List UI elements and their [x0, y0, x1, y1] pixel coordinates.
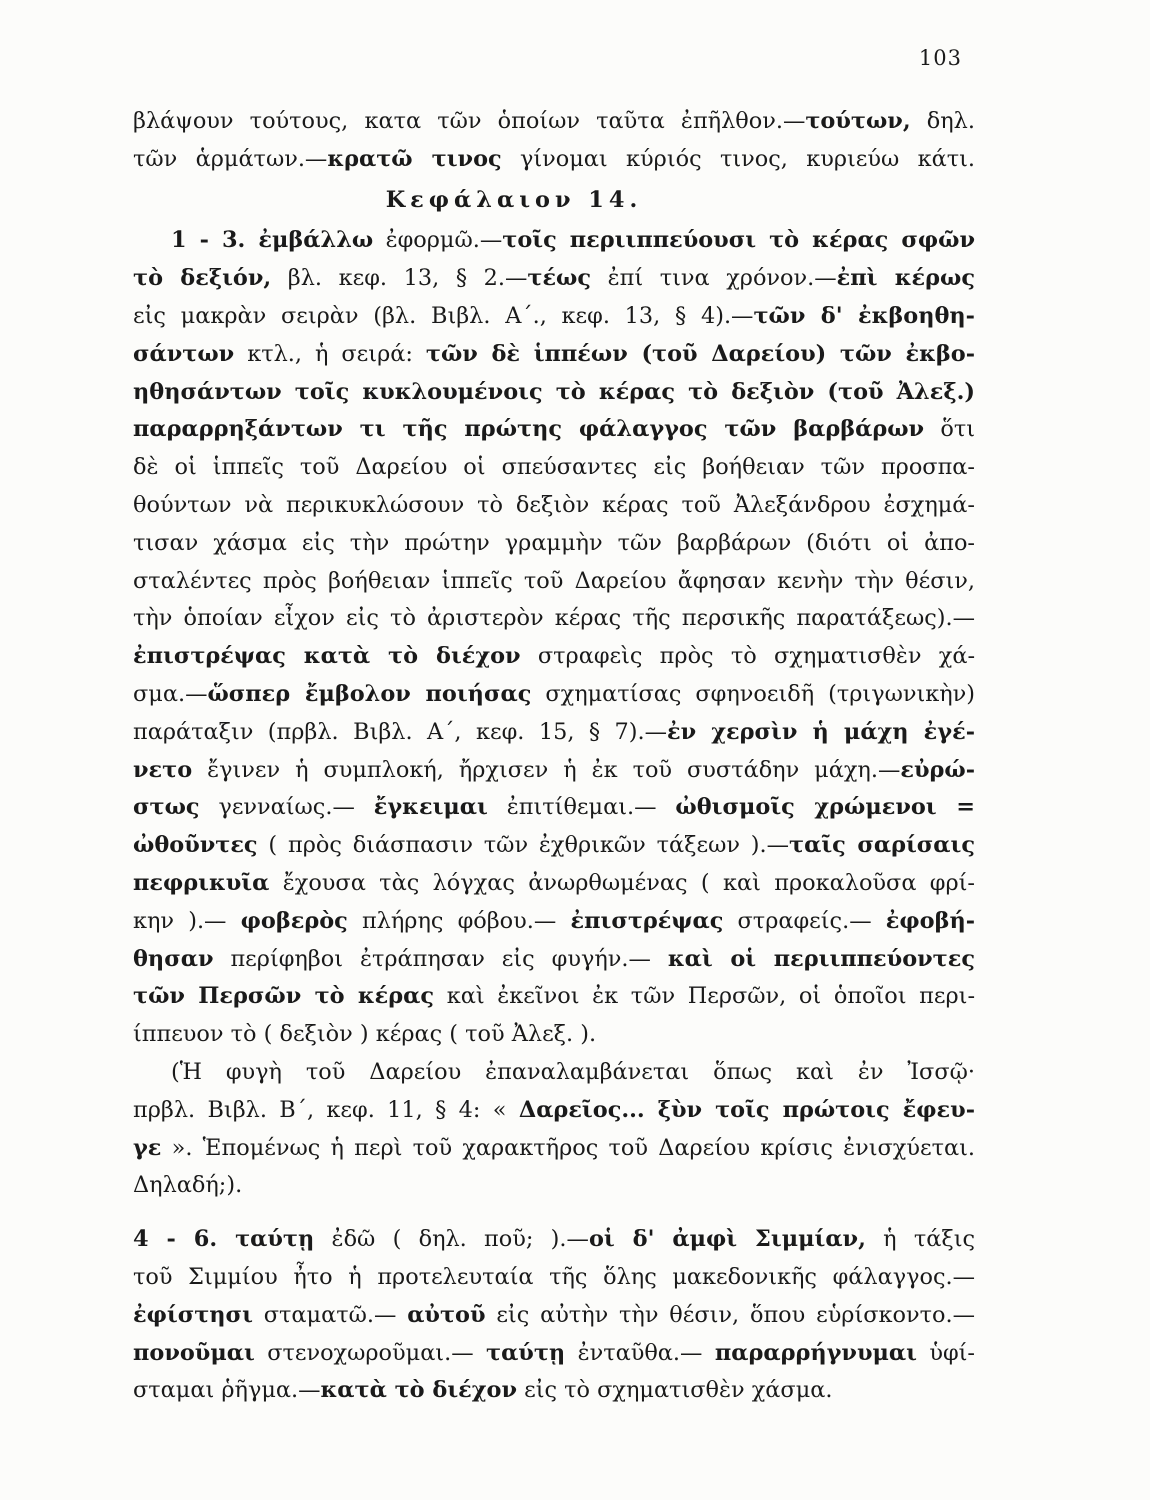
bold-term: καὶ οἱ περιιππεύοντες [667, 945, 975, 972]
chapter-heading: Κεφάλαιον 14. [385, 186, 643, 213]
bold-term: νετο [133, 756, 193, 783]
bold-term: ἔγκειμαι [373, 794, 488, 821]
text-run: τὴν ὁποίαν εἶχον εἰς τὸ ἀριστερὸν κέρας τῆς περσικῆς παρατάξεως).— [133, 605, 975, 632]
text-run: ὑφί- [916, 1339, 975, 1366]
text-run: ἡ τάξις [865, 1226, 975, 1253]
text-run: βλάψουν τούτους, κατα τῶν ὁποίων ταῦτα ἐπῆλθον.— [133, 108, 806, 134]
text-line [133, 1016, 975, 1054]
bold-term: πεφρικυῖα [133, 869, 270, 896]
bold-term: παραρρήγνυμαι [714, 1339, 917, 1366]
text-run: Δηλαδή;). [133, 1172, 243, 1199]
text-run: πλήρης φόβου.— [347, 907, 571, 934]
bold-term: ἐπιστρέψας κατὰ τὸ διέχον [133, 643, 521, 670]
text-line [133, 600, 975, 638]
text-run: θούντων νὰ περικυκλώσουν τὸ δεξιὸν κέρας τοῦ Ἀλεξάνδρου ἐσχημά- [133, 491, 975, 518]
text-line [133, 411, 975, 449]
text-run: καὶ ἐκεῖνοι ἐκ τῶν Περσῶν, οἱ ὁποῖοι περι- [434, 983, 975, 1010]
bold-term: ἐπὶ κέρως [836, 265, 975, 292]
text-line [133, 1297, 975, 1335]
bold-term: τῶν δὲ ἱππέων (τοῦ Δαρείου) τῶν ἐκβο- [425, 340, 975, 367]
text-line [133, 827, 975, 865]
bold-term: κρατῶ τινος [327, 145, 502, 172]
text-line [133, 103, 975, 141]
bold-term: κατὰ τὸ διέχον [320, 1377, 517, 1404]
text-line [133, 336, 975, 374]
text-run: ἐπιτίθεμαι.— [487, 794, 676, 821]
bold-term: τοῖς περιιππεύουσι τὸ κέρας σφῶν [502, 227, 975, 254]
text-run: ἔγινεν ἡ συμπλοκή, ἤρχισεν ἡ ἐκ τοῦ συστάδην μάχη.— [192, 756, 901, 783]
bold-term: φοβερὸς [240, 907, 348, 934]
text-line [133, 222, 975, 260]
bold-term: τὸ δεξιόν, [133, 265, 272, 292]
text-run: στραφεὶς πρὸς τὸ σχηματισθὲν χά- [520, 643, 975, 670]
bold-term: τέως [527, 265, 592, 292]
text-run: σταλέντες πρὸς βοήθειαν ἱππεῖς τοῦ Δαρείου ἄφησαν κενὴν τὴν θέσιν, [133, 567, 975, 594]
bold-term: 4 - 6. ταύτῃ [133, 1226, 315, 1253]
text-line [133, 141, 975, 179]
text-run: ἐφορμῶ.— [373, 227, 503, 254]
text-line [133, 1259, 975, 1297]
bold-term: θησαν [133, 945, 214, 972]
bold-term: τῶν Περσῶν τὸ κέρας [133, 983, 435, 1010]
bold-term: τῶν δ' ἐκβοηθη- [753, 302, 975, 329]
bold-term: ἐπιστρέψας [570, 907, 724, 934]
text-run: τισαν χάσμα εἰς τὴν πρώτην γραμμὴν τῶν βαρβάρων (διότι οἱ ἀπο- [133, 529, 975, 556]
page-number: 103 [918, 46, 962, 70]
text-run: ἔχουσα τὰς λόγχας ἀνωρθωμένας ( καὶ προκαλοῦσα φρί- [269, 869, 975, 896]
bold-term: αὐτοῦ [407, 1301, 486, 1328]
text-run: ίππευον τὸ ( δεξιὸν ) κέρας ( τοῦ Ἀλεξ. ). [133, 1021, 597, 1048]
text-line [133, 903, 975, 941]
bold-term: παραρρηξάντων τι τῆς πρώτης φάλαγγος τῶν βαρβάρων [133, 416, 925, 443]
text-run: κτλ., ἡ σειρά: [234, 340, 426, 367]
text-line [133, 865, 975, 903]
text-run: δὲ οἱ ἱππεῖς τοῦ Δαρείου οἱ σπεύσαντες εἰς βοήθειαν τῶν προσπα- [133, 454, 975, 481]
bold-term: τούτων, [805, 108, 911, 134]
text-run: βλ. κεφ. 13, § 2.— [271, 265, 528, 292]
text-run: στραφείς.— [723, 907, 886, 934]
text-line [133, 525, 975, 563]
text-line [133, 1167, 975, 1205]
text-line [133, 752, 975, 790]
text-run: σταμαι ῥῆγμα.— [133, 1377, 321, 1404]
bold-term: 1 - 3. ἐμβάλλω [171, 227, 374, 254]
bold-term: στως [133, 794, 200, 821]
bold-term: οἱ δ' ἀμφὶ Σιμμίαν, [588, 1226, 866, 1253]
text-run: κην ).— [133, 907, 241, 934]
text-run: (Ἡ φυγὴ τοῦ Δαρείου ἐπαναλαμβάνεται ὅπως καὶ ἐν Ἰσσῷ· [171, 1058, 975, 1085]
bold-term: πονοῦμαι [133, 1339, 255, 1366]
text-run: ». Ἑπομένως ἡ περὶ τοῦ χαρακτῆρος τοῦ Δαρείου κρίσις ἐνισχύεται. [161, 1134, 975, 1161]
text-run: τοῦ Σιμμίου ἦτο ἡ προτελευταία τῆς ὅλης μακεδονικῆς φάλαγγος.— [133, 1263, 975, 1290]
text-run: ἐδῶ ( δηλ. ποῦ; ).— [314, 1226, 589, 1253]
bold-term: ἐφοβή- [885, 907, 975, 934]
text-run: ( πρὸς διάσπασιν τῶν ἐχθρικῶν τάξεων ).— [257, 832, 790, 859]
bold-term: Δαρεῖος... ξὺν τοῖς πρώτοις ἔφευ- [518, 1096, 975, 1123]
text-run: σταματῶ.— [252, 1301, 408, 1328]
text-run: στενοχωροῦμαι.— [254, 1339, 486, 1366]
bold-term: ἐν χερσὶν ἡ μάχη ἐγέ- [667, 718, 975, 745]
text-run: παράταξιν (πρβλ. Βιβλ. Α΄, κεφ. 15, § 7).— [133, 718, 668, 745]
text-run: περίφηβοι ἐτράπησαν εἰς φυγήν.— [213, 945, 668, 972]
text-run: τῶν ἁρμάτων.— [133, 145, 328, 172]
text-run: ἐνταῦθα.— [565, 1339, 715, 1366]
text-run: εἰς μακρὰν σειρὰν (βλ. Βιβλ. Α΄., κεφ. 13, § 4).— [133, 302, 754, 329]
text-run: ὅτι [924, 416, 975, 443]
text-line [133, 1054, 975, 1092]
bold-term: ηθησάντων τοῖς κυκλουμένοις τὸ κέρας τὸ δεξιὸν (τοῦ Ἀλεξ.) [133, 378, 975, 405]
text-line [133, 1372, 975, 1410]
text-line [133, 1130, 975, 1168]
text-line [133, 563, 975, 601]
bold-term: ὠθοῦντες [133, 832, 258, 859]
text-run: γίνομαι κύριός τινος, κυριεύω κάτι. [501, 145, 975, 172]
text-line [133, 1221, 975, 1259]
bold-term: ταῖς σαρίσαις [789, 832, 975, 859]
bold-term: ὥσπερ ἔμβολον ποιήσας [207, 680, 532, 707]
text-run: γενναίως.— [199, 794, 374, 821]
text-run: πρβλ. Βιβλ. Β΄, κεφ. 11, § 4: « [133, 1096, 519, 1123]
text-line [133, 638, 975, 676]
text-run: δηλ. [910, 108, 975, 134]
text-run: εἰς τὸ σχηματισθὲν χάσμα. [516, 1377, 833, 1404]
text-line [133, 789, 975, 827]
bold-term: γε [133, 1134, 162, 1161]
text-line [133, 487, 975, 525]
commentary-text [133, 103, 975, 1410]
bold-term: ταύτῃ [486, 1339, 566, 1366]
text-run: σχηματίσας σφηνοειδῆ (τριγωνικὴν) [531, 680, 975, 707]
text-line [133, 374, 975, 412]
text-line [133, 714, 975, 752]
text-line [133, 1092, 975, 1130]
text-line [133, 449, 975, 487]
text-line [133, 260, 975, 298]
text-run: εἰς αὐτὴν τὴν θέσιν, ὅπου εὑρίσκοντο.— [485, 1301, 975, 1328]
text-run: σμα.— [133, 680, 208, 707]
text-line [133, 978, 975, 1016]
bold-term: ἐφίστησι [133, 1301, 253, 1328]
text-line [133, 941, 975, 979]
bold-term: σάντων [133, 340, 235, 367]
text-line [133, 1335, 975, 1373]
bold-term: ὠθισμοῖς χρώμενοι = [675, 794, 975, 821]
text-line [133, 676, 975, 714]
text-run: ἐπί τινα χρόνον.— [591, 265, 837, 292]
text-line [133, 298, 975, 336]
bold-term: εὐρώ- [900, 756, 975, 783]
